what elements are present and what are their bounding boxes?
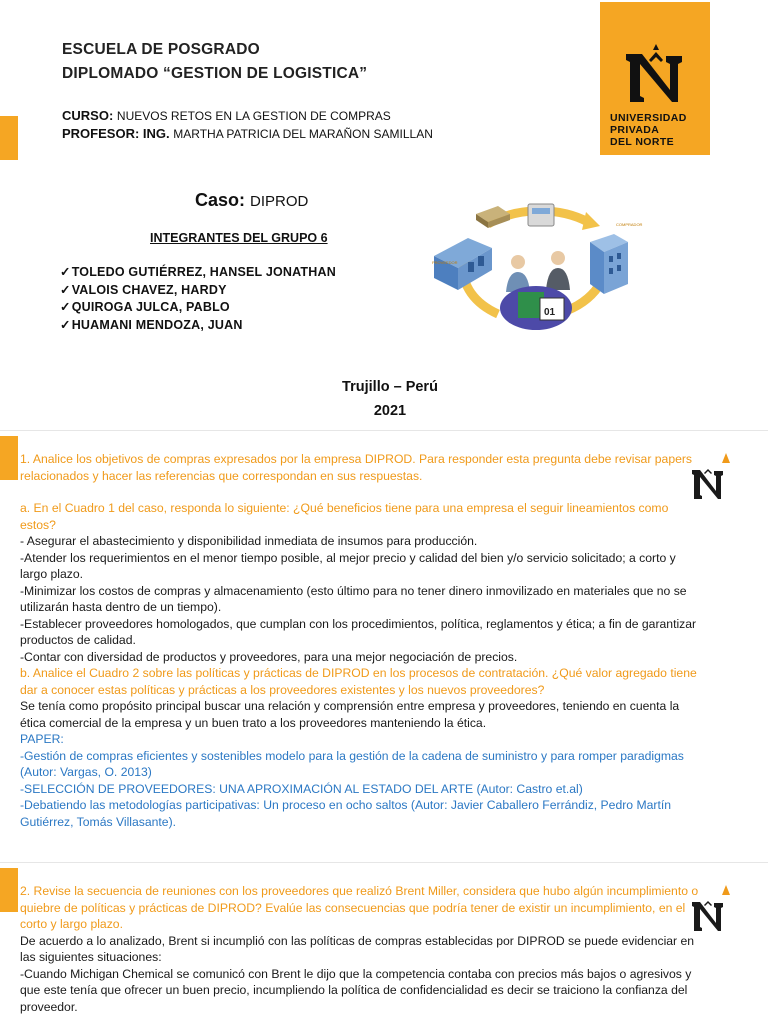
slide2-content <box>20 451 700 830</box>
answer-slide-2 <box>0 862 768 1024</box>
logo-line-3: DEL NORTE <box>610 136 675 148</box>
course-line <box>62 108 391 123</box>
answer-2-item: -Cuando Michigan Chemical se comunicó con Brent le dijo que la competencia contaba con precios más bajos o agresivos y que este tenía que ofrecer un buen precio, incumpliendo la política de confidencialidad es decir se traiciono la confianza del proveedor. <box>20 966 692 1014</box>
answer-a-item: - Asegurar el abastecimiento y disponibilidad inmediata de insumos para producción. <box>20 534 478 548</box>
professor-line <box>62 126 433 141</box>
case-label: Caso: <box>195 190 246 210</box>
orange-tab-decoration <box>0 436 18 480</box>
paper-reference: -Gestión de compras eficientes y sostenibles modelo para la gestión de la cadena de suministro y para romper paradigmas (Autor: Vargas, O. 2013) <box>20 748 684 779</box>
school-name: ESCUELA DE POSGRADO <box>62 41 260 58</box>
factory-icon <box>590 234 628 294</box>
answer-b: Se tenía como propósito principal buscar una relación y comprensión entre empresa y proveedores, teniendo en cuenta la ética comercial de la empresa y un buen trato a los proveedores manteniendo la ética. <box>20 699 680 730</box>
question-2: 2. Revise la secuencia de reuniones con los proveedores que realizó Brent Miller, considera que hubo algún incumplimiento o quiebre de políticas y prácticas de DIPROD? Evalúe las consecuencias que podría tener de existir un incumplimiento, en el corto y largo plazo. <box>20 884 699 931</box>
answer-2-intro: De acuerdo a lo analizado, Brent si incumplió con las políticas de compras establecidas por DIPROD se puede evidenciar en las siguientes situaciones: <box>20 933 695 964</box>
orange-tab-decoration <box>0 868 18 912</box>
professor-value: MARTHA PATRICIA DEL MARAÑON SAMILLAN <box>173 127 433 141</box>
year: 2021 <box>373 403 407 419</box>
title-slide <box>0 0 768 430</box>
buyer-label: COMPRADOR <box>616 222 643 227</box>
case-value: DIPROD <box>250 193 309 210</box>
city-country: Trujillo – Perú <box>342 379 438 395</box>
logo-line-2: PRIVADA <box>610 124 660 136</box>
group-title: INTEGRANTES DEL GRUPO 6 <box>150 231 328 245</box>
member-item: ✓ HUAMANI MENDOZA, JUAN <box>60 317 336 335</box>
logo-line-1: UNIVERSIDAD <box>610 112 687 124</box>
cash-register-icon <box>528 204 554 226</box>
slide3-content <box>20 883 700 1015</box>
cycle-arrowhead-top <box>582 212 600 230</box>
purchasing-cycle-illustration <box>428 186 648 334</box>
course-value: NUEVOS RETOS EN LA GESTION DE COMPRAS <box>116 109 391 123</box>
professor-label: PROFESOR: ING. <box>62 126 170 141</box>
answer-a-item: -Minimizar los costos de compras y almacenamiento (esto último para no tener dinero inmovilizado en materiales que no se utilizarán hasta dentro de un tiempo). <box>20 583 687 614</box>
question-1: 1. Analice los objetivos de compras expresados por la empresa DIPROD. Para responder esta pregunta debe revisar papers relacionados y hacer las referencias que correspondan en sus respuestas. <box>20 452 693 483</box>
paper-reference: -Debatiendo las metodologías participativas: Un proceso en ocho saltos (Autor: Javier Caballero Ferrándiz, Pedro Martín Gutiérrez, Tomás Villasante). <box>20 798 672 829</box>
orange-tab-decoration <box>0 116 18 160</box>
calendar-icon <box>500 286 572 330</box>
member-item: ✓ VALOIS CHAVEZ, HARDY <box>60 282 336 300</box>
money-stack-icon <box>476 206 510 228</box>
answer-a-item: -Contar con diversidad de productos y proveedores, para una mejor negociación de precios. <box>20 649 518 664</box>
diploma-title: DIPLOMADO “GESTION DE LOGISTICA” <box>62 65 368 82</box>
answer-slide-1 <box>0 430 768 862</box>
answer-a-item: -Establecer proveedores homologados, que cumplan con los procedimientos, política, reglamentos y ética; a fin de garantizar productos de calidad. <box>20 616 697 647</box>
paper-label: PAPER: <box>20 732 64 746</box>
member-item: ✓ QUIROGA JULCA, PABLO <box>60 299 336 317</box>
member-list <box>60 264 336 334</box>
question-a: a. En el Cuadro 1 del caso, responda lo siguiente: ¿Qué beneficios tiene para una empresa el seguir lineamientos como estos? <box>20 501 669 532</box>
supplier-label: PROVEEDOR <box>432 260 458 265</box>
business-people-icon <box>506 251 570 292</box>
paper-reference: -SELECCIÓN DE PROVEEDORES: UNA APROXIMACIÓN AL ESTADO DEL ARTE (Autor: Castro et.al) <box>20 781 583 796</box>
n-logo-icon <box>600 2 710 112</box>
member-item: ✓ TOLEDO GUTIÉRREZ, HANSEL JONATHAN <box>60 264 336 282</box>
course-label: CURSO: <box>62 108 114 123</box>
answer-a-item: -Atender los requerimientos en el menor tiempo posible, al mejor precio y calidad del bien y/o servicio solicitado; a corto y largo plazo. <box>20 550 676 581</box>
case-title <box>195 190 308 211</box>
logo-text <box>610 112 710 148</box>
question-b: b. Analice el Cuadro 2 sobre las políticas y prácticas de DIPROD en los procesos de contratación. ¿Qué valor agregado tiene dar a conocer estas políticas y prácticas a los proveedores existentes y los nuevos proveedores? <box>20 666 697 697</box>
calendar-day: 01 <box>544 307 556 318</box>
university-logo <box>600 2 710 155</box>
